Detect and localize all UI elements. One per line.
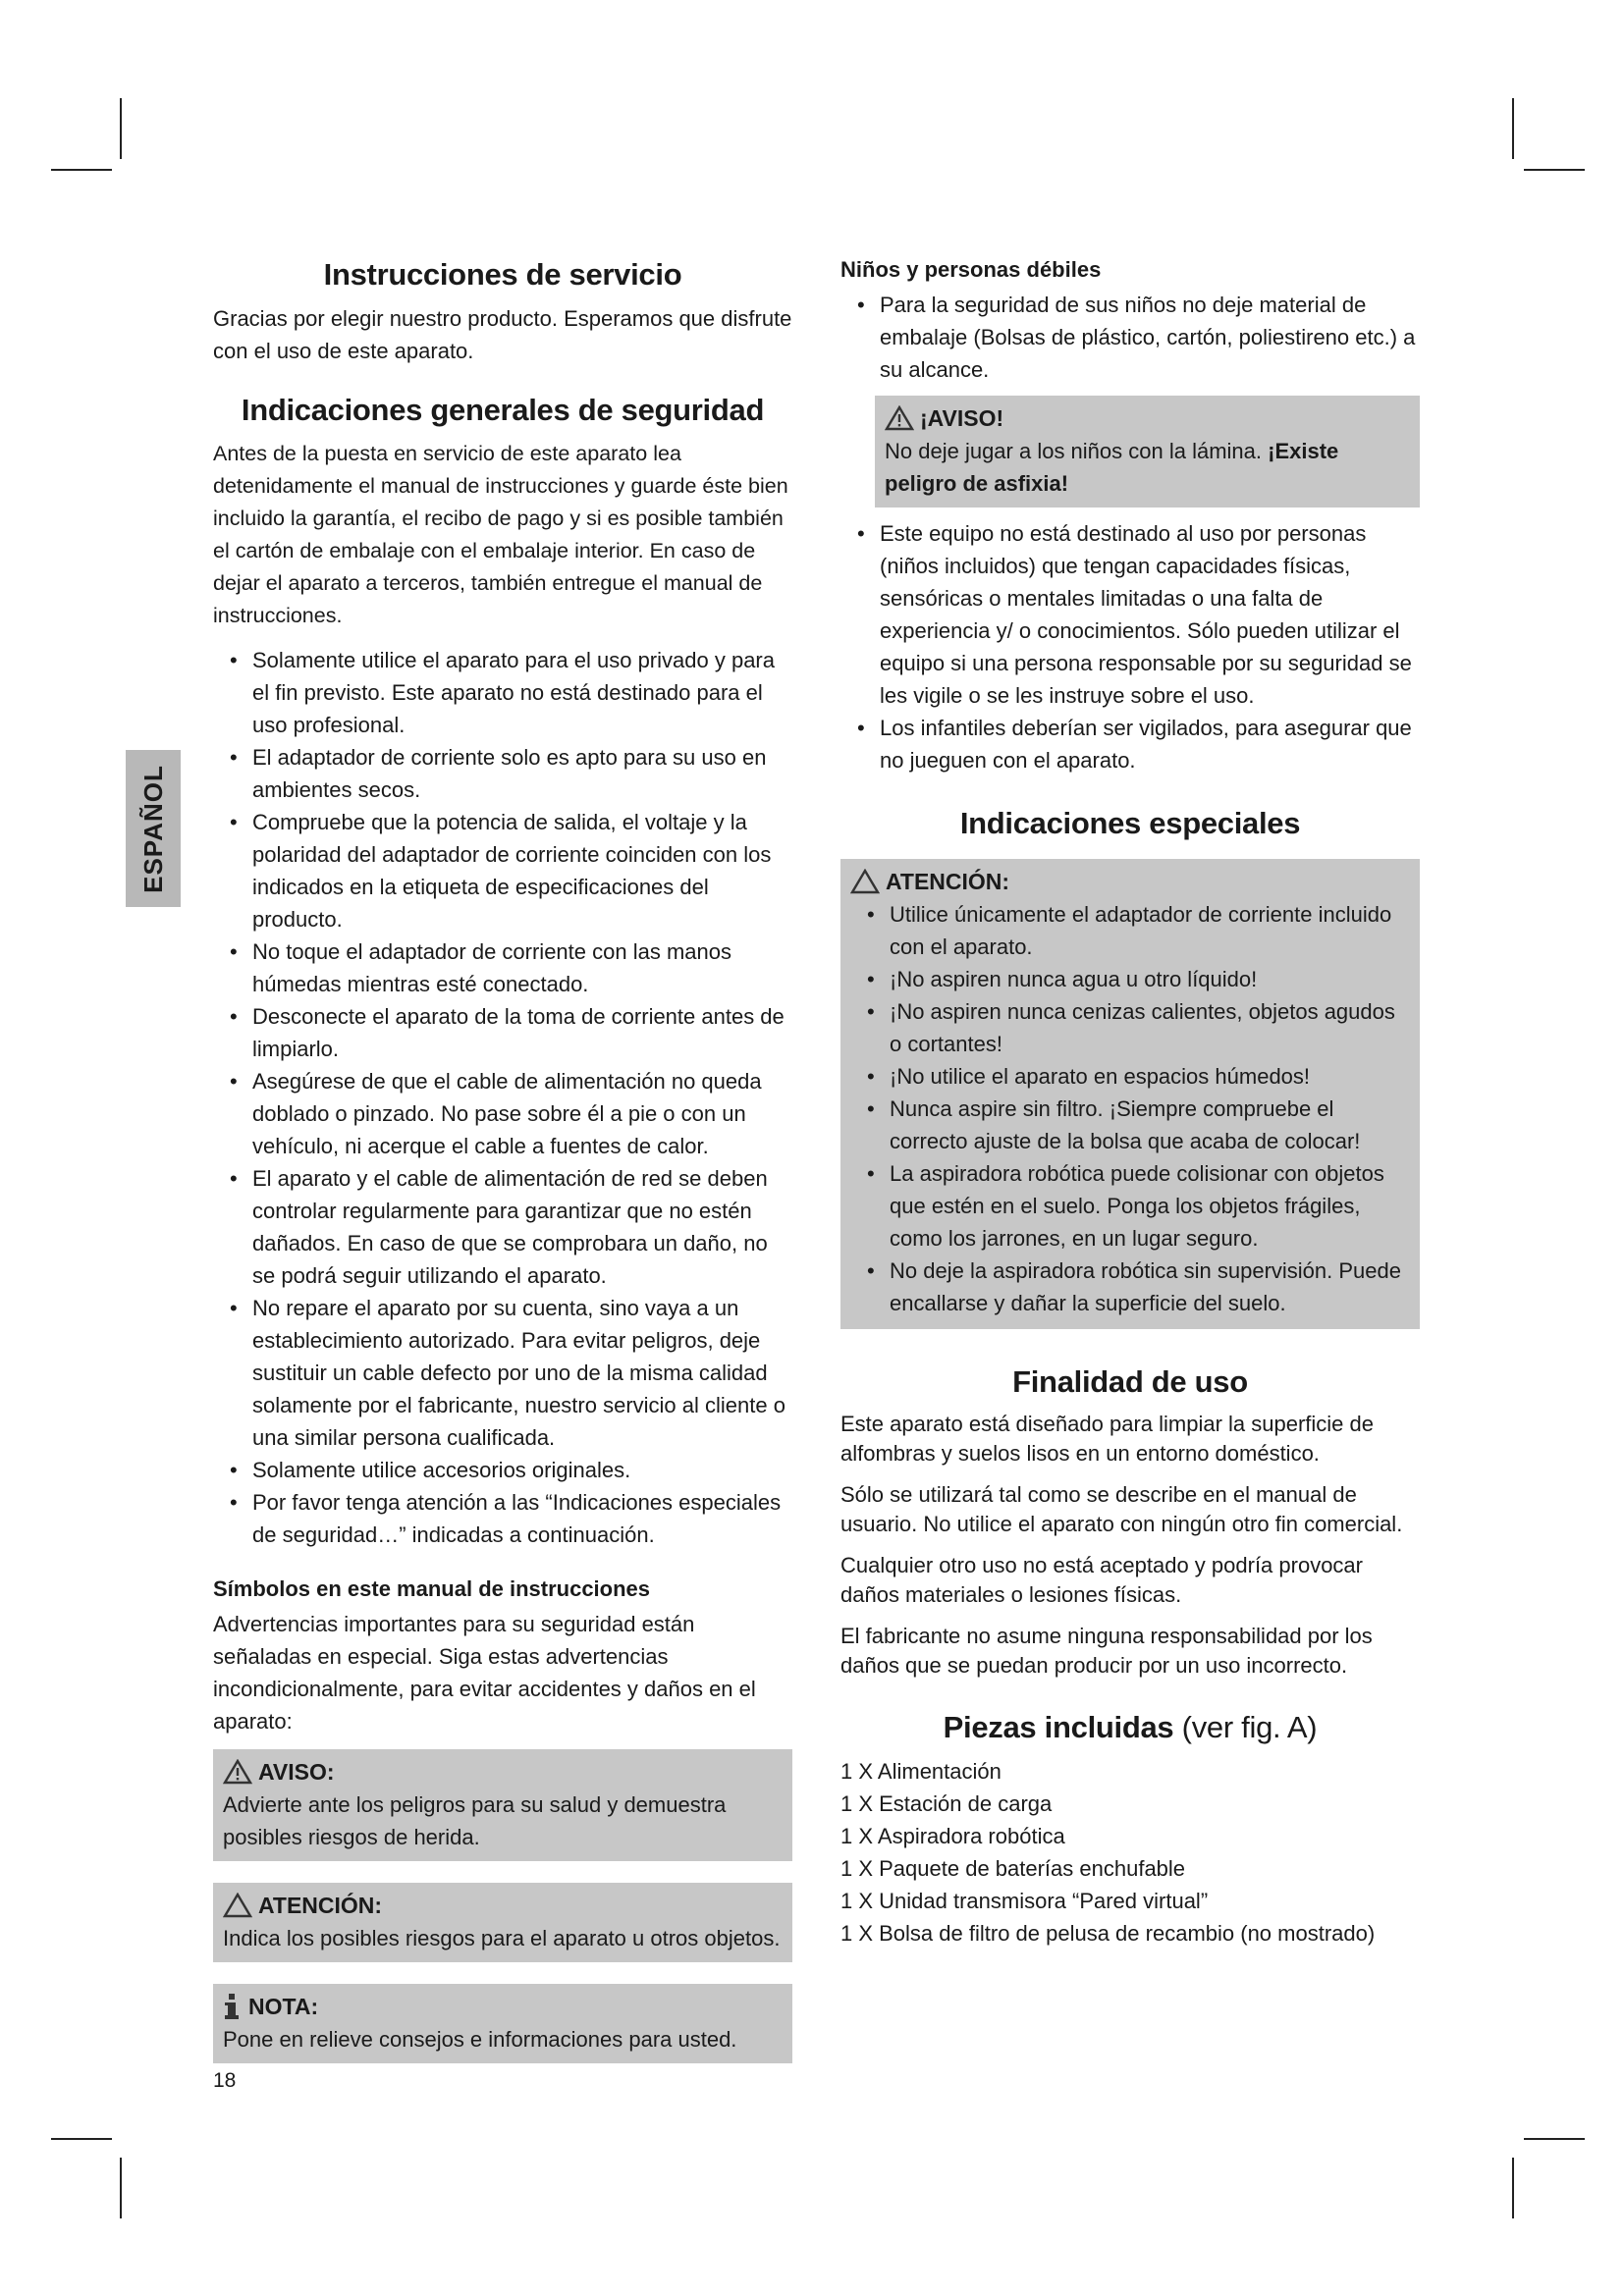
caution-icon — [223, 1893, 252, 1918]
aviso-box-head: AVISO: — [258, 1759, 335, 1785]
list-item: • Desconecte el aparato de la toma de corriente antes de limpiarlo. — [230, 1004, 785, 1061]
list-item: • Solamente utilice accesorios originales. — [230, 1458, 631, 1482]
list-item: • No toque el adaptador de corriente con las manos húmedas mientras esté conectado. — [230, 939, 731, 996]
list-item: • Por favor tenga atención a las “Indicaciones especiales de seguridad…” indicadas a continuación. — [230, 1490, 782, 1547]
intro-title: Instrucciones de servicio — [323, 257, 682, 292]
children-aviso-box — [875, 396, 1420, 507]
safety-bullet-list — [213, 644, 792, 1551]
purpose-paragraph: El fabricante no asume ninguna responsabilidad por los daños que se puedan producir por un uso incorrecto. — [840, 1624, 1373, 1678]
list-item: • ¡No aspiren nunca cenizas calientes, objetos agudos o cortantes! — [867, 999, 1395, 1056]
special-atencion-head: ATENCIÓN: — [886, 869, 1010, 894]
purpose-paragraph: Cualquier otro uso no está aceptado y podría provocar daños materiales o lesiones físicas. — [840, 1553, 1363, 1607]
aviso-box — [213, 1749, 792, 1861]
part-item: 1 X Estación de carga — [840, 1791, 1053, 1816]
crop-mark — [1524, 2138, 1585, 2140]
safety-title: Indicaciones generales de seguridad — [241, 393, 765, 427]
warning-icon — [223, 1759, 252, 1785]
list-item: • Los infantiles deberían ser vigilados, para asegurar que no jueguen con el aparato. — [857, 716, 1412, 773]
symbols-title: Símbolos en este manual de instrucciones — [213, 1576, 651, 1601]
part-item: 1 X Unidad transmisora “Pared virtual” — [840, 1889, 1209, 1913]
caution-icon — [850, 869, 880, 894]
part-item: 1 X Aspiradora robótica — [840, 1824, 1065, 1848]
part-item: 1 X Bolsa de filtro de pelusa de recambio (no mostrado) — [840, 1921, 1376, 1946]
children-bullet-list-2 — [840, 517, 1420, 776]
right-column — [840, 257, 1420, 1949]
atencion-box — [213, 1883, 792, 1962]
page-number: 18 — [213, 2069, 237, 2092]
list-item: • Este equipo no está destinado al uso por personas (niños incluidos) que tengan capacidades físicas, sensóricas o mentales limitadas o una falta de experiencia y/ o conocimientos. Sólo pueden utilizar el equipo si una persona responsable por su seguridad se les vigile o se les instruye sobre el uso. — [857, 521, 1412, 708]
crop-mark — [51, 2138, 112, 2140]
aviso-box-body: Advierte ante los peligros para su salud y demuestra posibles riesgos de herida. — [223, 1792, 727, 1849]
special-atencion-box — [840, 859, 1420, 1329]
children-aviso-body: No deje jugar a los niños con la lámina. ¡Existe peligro de asfixia! — [885, 439, 1339, 496]
symbols-text: Advertencias importantes para su seguridad están señaladas en especial. Siga estas advertencias incondicionalmente, para evitar accidentes y daños en el aparato: — [213, 1612, 756, 1734]
info-icon — [223, 1993, 241, 2020]
list-item: • El adaptador de corriente solo es apto para su uso en ambientes secos. — [230, 745, 767, 802]
purpose-paragraph: Sólo se utilizará tal como se describe en el manual de usuario. No utilice el aparato con ningún otro fin comercial. — [840, 1482, 1403, 1536]
intro-text: Gracias por elegir nuestro producto. Esperamos que disfrute con el uso de este aparato. — [213, 306, 792, 363]
atencion-box-body: Indica los posibles riesgos para el aparato u otros objetos. — [223, 1926, 781, 1950]
crop-mark — [1512, 98, 1514, 159]
language-tab — [126, 750, 181, 907]
parts-title: Piezas incluidas (ver fig. A) — [943, 1710, 1318, 1744]
purpose-title: Finalidad de uso — [1012, 1364, 1248, 1399]
parts-list — [840, 1755, 1420, 1949]
language-tab-label: ESPAÑOL — [137, 764, 168, 893]
warning-icon — [885, 405, 914, 431]
left-column — [213, 257, 792, 2085]
crop-mark — [51, 169, 112, 171]
crop-mark — [120, 2158, 122, 2218]
list-item: • Para la seguridad de sus niños no deje material de embalaje (Bolsas de plástico, cartón, poliestireno etc.) a su alcance. — [857, 293, 1416, 382]
list-item: • La aspiradora robótica puede colisionar con objetos que estén en el suelo. Ponga los objetos frágiles, como los jarrones, en un lugar seguro. — [867, 1161, 1384, 1251]
list-item: • No repare el aparato por su cuenta, sino vaya a un establecimiento autorizado. Para evitar peligros, deje sustituir un cable defecto por uno de la misma calidad solamente por el fabricante, nuestro servicio al cliente o una similar persona cualificada. — [230, 1296, 785, 1450]
children-title: Niños y personas débiles — [840, 257, 1102, 282]
list-item: • Utilice únicamente el adaptador de corriente incluido con el aparato. — [867, 902, 1392, 959]
crop-mark — [1512, 2158, 1514, 2218]
special-bullet-list — [850, 898, 1410, 1319]
purpose-paragraphs — [840, 1410, 1420, 1681]
nota-box — [213, 1984, 792, 2063]
special-title: Indicaciones especiales — [959, 806, 1301, 840]
purpose-paragraph: Este aparato está diseñado para limpiar la superficie de alfombras y suelos lisos en un entorno doméstico. — [840, 1412, 1374, 1466]
safety-text: Antes de la puesta en servicio de este aparato lea detenidamente el manual de instrucciones y guarde éste bien incluido la garantía, el recibo de pago y si es posible también el cartón de embalaje con el embalaje interior. En caso de dejar el aparato a terceros, también entregue el manual de instrucciones. — [213, 442, 788, 627]
list-item: • El aparato y el cable de alimentación de red se deben controlar regularmente para garantizar que no estén dañados. En caso de que se comprobara un daño, no se podrá seguir utilizando el aparato. — [230, 1166, 768, 1288]
children-bullet-list — [840, 289, 1420, 386]
list-item: • ¡No utilice el aparato en espacios húmedos! — [867, 1064, 1311, 1089]
nota-box-body: Pone en relieve consejos e informaciones para usted. — [223, 2027, 737, 2052]
part-item: 1 X Alimentación — [840, 1759, 1001, 1784]
list-item: • Asegúrese de que el cable de alimentación no queda doblado o pinzado. No pase sobre él a pie o con un vehículo, ni acerque el cable a fuentes de calor. — [230, 1069, 762, 1158]
list-item: • Compruebe que la potencia de salida, el voltaje y la polaridad del adaptador de corriente coinciden con los indicados en la etiqueta de especificaciones del producto. — [230, 810, 772, 932]
part-item: 1 X Paquete de baterías enchufable — [840, 1856, 1186, 1881]
children-aviso-head: ¡AVISO! — [920, 405, 1004, 431]
nota-box-head: NOTA: — [248, 1994, 319, 2019]
crop-mark — [120, 98, 122, 159]
list-item: • ¡No aspiren nunca agua u otro líquido! — [867, 967, 1258, 991]
atencion-box-head: ATENCIÓN: — [258, 1893, 383, 1918]
crop-mark — [1524, 169, 1585, 171]
list-item: • Solamente utilice el aparato para el uso privado y para el fin previsto. Este aparato no está destinado para el uso profesional. — [230, 648, 775, 737]
list-item: • Nunca aspire sin filtro. ¡Siempre compruebe el correcto ajuste de la bolsa que acaba de colocar! — [867, 1096, 1361, 1153]
list-item: • No deje la aspiradora robótica sin supervisión. Puede encallarse y dañar la superficie del suelo. — [867, 1258, 1401, 1315]
